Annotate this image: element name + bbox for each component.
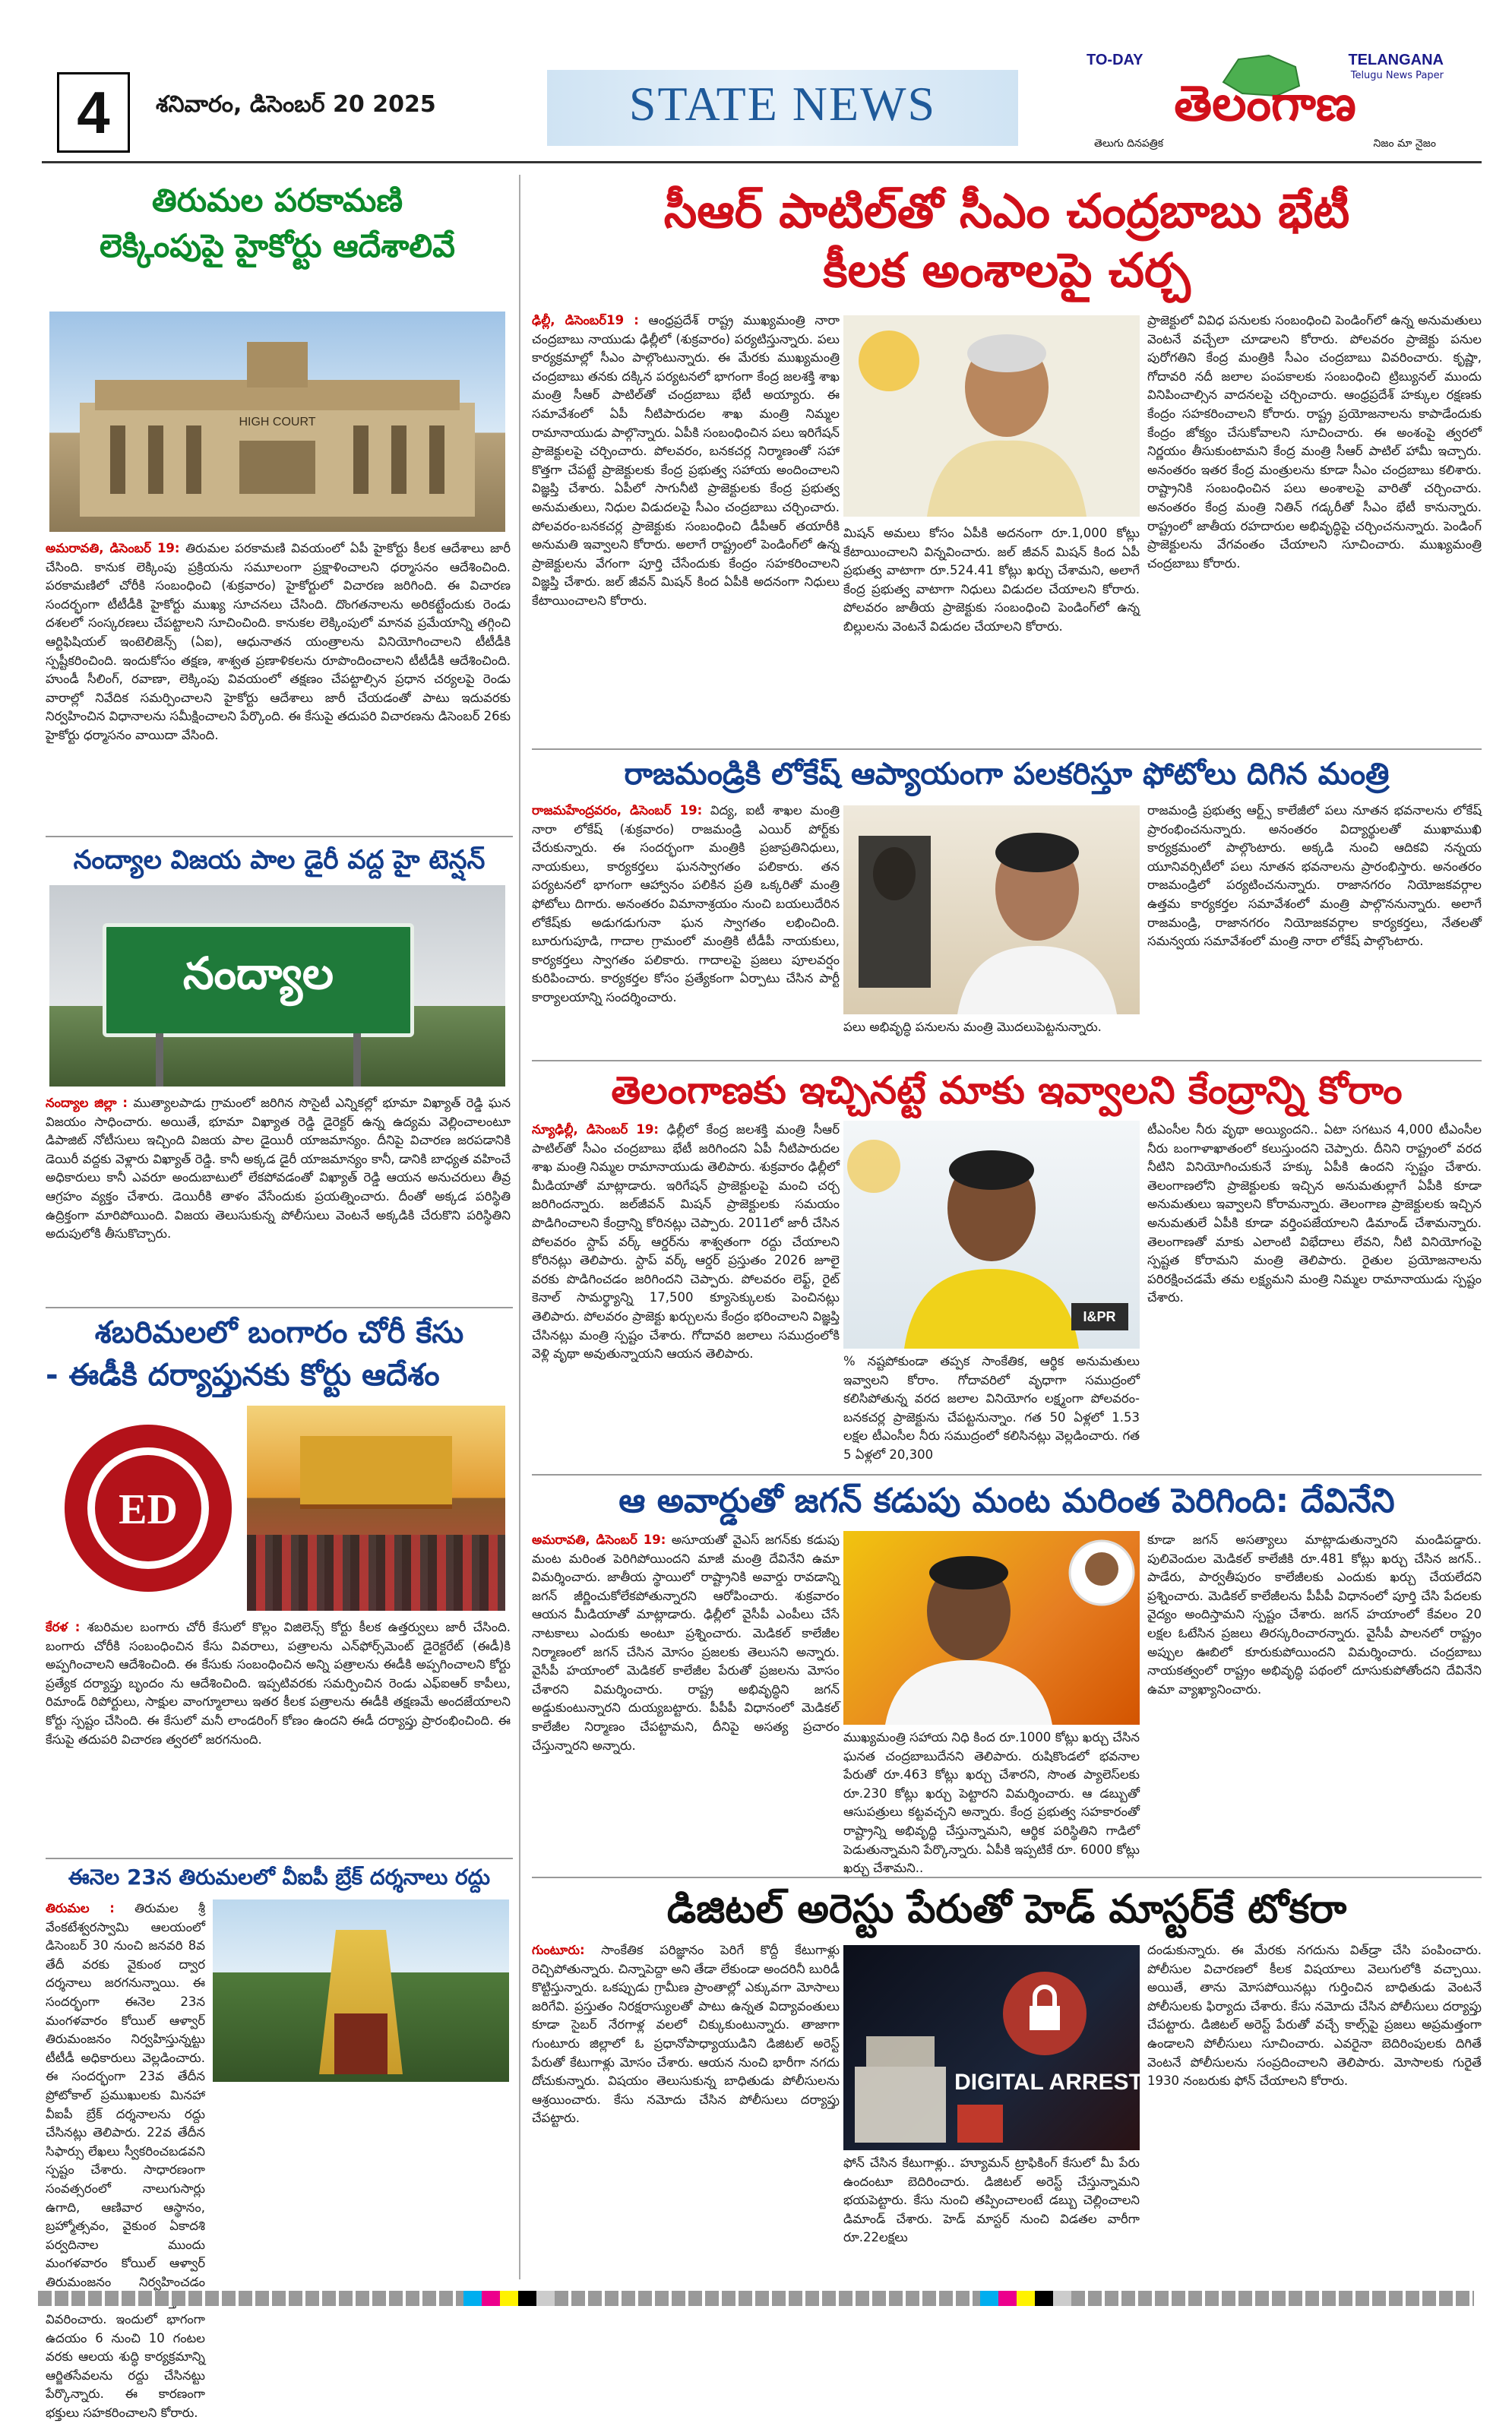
telangana-text-2: టీఎంసీల నీరు వృథా అయ్యిందని.. ఏటా సగటున 4,000 టీఎంసీల నీరు బంగాళాఖాతంలో కలుస్తుందని చెప్పారు. దీనిని రాష్ట్రంలో వరద నీటిని వినియోగించుకునే హక్కు ఏపీకి ఉందని స్పష్టం చేశారు. తెలంగాణలోని ప్రాజెక్టులకు ఇచ్చిన అనుమతుల్లాగే ఏపీకి కూడా అనుమతులు ఇవ్వాలని కోరామన్నారు. తెలంగాణ ప్రాజెక్టులకు ఇచ్చిన అనుమతులే ఏపీకి కూడా వర్తింపజేయాలని డిమాండ్ చేశామన్నారు. తెలంగాణతో మాకు ఎలాంటి విభేదాలు లేవని, నీటి వినియోగంపై స్పష్టత కోరామని మంత్రి తెలిపారు. రైతుల ప్రయోజనాలను పరిరక్షించడమే తమ లక్ష్యమని మంత్రి నిమ్మల రామానాయుడు స్పష్టం చేశారు. — [1147, 1122, 1482, 1305]
lokesh-body-col2 — [1147, 802, 1482, 1056]
jagan-body-col2 — [843, 1729, 1140, 1876]
section-title: STATE NEWS — [628, 77, 937, 131]
parakamani-headline-2: లెక్కింపుపై హైకోర్టు ఆదేశాలివే — [99, 227, 456, 264]
nandyala-dateline: నంద్యాల జిల్లా : — [46, 1096, 128, 1110]
devineni-photo — [843, 1531, 1140, 1725]
lokesh-text-2: రాజమండ్రి ప్రభుత్వ ఆర్ట్స్ కాలేజీలో పలు నూతన భవనాలను లోకేష్ ప్రారంభించనున్నారు. అనంతరం విద్యార్థులతో ముఖాముఖి కార్యక్రమంలో పాల్గొంటారు. అక్కడి నుంచి ఆదికవి నన్నయ యూనివర్సిటీలో పలు నూతన భవనాలను ప్రారంభిస్తారు. అనంతరం రాజమండ్రిలో పర్యటించనున్నారు. రాజానగరం నియోజకవర్గాల ఉత్తమ కార్యకర్తల సమావేశంలో మంత్రి పాల్గొననున్నారు. అలాగే రాజమండ్రి, రాజానగరం నియోజకవర్గాల కార్యకర్తలు, నేతలతో సమన్వయ సమావేశంలో మంత్రి నారా లోకేష్ పాల్గొంటారు. — [1147, 803, 1482, 949]
svg-text:ED: ED — [119, 1486, 178, 1533]
jagan-dateline: అమరావతి, డిసెంబర్ 19: — [532, 1533, 666, 1547]
jagan-body-col3 — [1147, 1531, 1482, 1873]
telangana-text-1: ఢిల్లీలో కేంద్ర జలశక్తి మంత్రి సీఆర్ పాటిల్‌తో సీఎం చంద్రబాబు భేటీ జరిగిందని ఏపీ నీటిపారుదల శాఖ మంత్రి నిమ్మల రామానాయుడు తెలిపారు. శుక్రవారం ఢిల్లీలో మీడియాతో మాట్లాడారు. ఇరిగేషన్ ప్రాజెక్టులపై మంచి చర్చ జరిగిందన్నారు. జల్‌జీవన్ మిషన్ ప్రాజెక్టులకు సమయం పొడిగించాలని కేంద్రాన్ని కోరినట్లు చెప్పారు. 2011లో జారీ చేసిన పోలవరం స్టాప్ వర్క్ ఆర్డర్‌ను శాశ్వతంగా రద్దు చేయాలని కోరినట్లు తెలిపారు. స్టాప్ వర్క్ ఆర్డర్ ప్రస్తుతం 2026 జూలై వరకు పొడిగించడం జరిగిందని చెప్పారు. పోలవరం లెఫ్ట్, రైట్ కెనాల్ సామర్థ్యాన్ని 17,500 క్యూసెక్కులకు పెంచినట్లు తెలిపారు. పోలవరం ప్రాజెక్టు ఖర్చులను కేంద్రం భరించాలని విజ్ఞప్తి చేసినట్లు మంత్రి స్పష్టం చేశారు. గోదావరి జలాలు సముద్రంలోకి వెళ్లి వృథా అవుతున్నాయని ఆయన తెలిపారు. — [532, 1122, 840, 1362]
rule-telangana — [532, 1060, 1482, 1061]
cm-meeting-text-1: ఆంధ్రప్రదేశ్ రాష్ట్ర ముఖ్యమంత్రి నారా చంద్రబాబు నాయుడు ఢిల్లీలో (శుక్రవారం) పర్యటిస్తున్నారు. పలు కార్యక్రమాల్లో సీఎం పాల్గొంటున్నారు. ఈ మేరకు ముఖ్యమంత్రి చంద్రబాబు తనకు దక్కిన పర్యటనలో భాగంగా కేంద్ర జలశక్తి శాఖ మంత్రి సీఆర్ పాటిల్‌తో చంద్రబాబు భేటీ అయ్యారు. ఈ సమావేశంలో ఏపీ నీటిపారుదల శాఖ మంత్రి నిమ్మల రామానాయుడు పాల్గొన్నారు. ఏపీకి సంబంధించిన పలు ఇరిగేషన్ ప్రాజెక్టులపై చర్చించారు. పోలవరం, బనకచర్ల నిర్మాణంతో సహా కొత్తగా చేపట్టే ప్రాజెక్టులకు కేంద్ర ప్రభుత్వ సహాయ అందించాలని విజ్ఞప్తి చేశారు. ఏపీలో సాగునీటి ప్రాజెక్టులకు కేంద్ర ప్రభుత్వ అనుమతులు, నిధుల విడుదలపై సీఎం చంద్రబాబు చర్చించారు. పోలవరం-బనకచర్ల ప్రాజెక్టుకు సంబంధించి డీపీఆర్ తయారీకి అనుమతి ఇవ్వాలని కోరారు. అలాగే రాష్ట్రంలో పెండింగ్‌లో ఉన్న ప్రాజెక్టులను వేగంగా పూర్తి చేసేందుకు కేంద్రం సహకరించాలని విజ్ఞప్తి చేశారు. జల్ జీవన్ మిషన్ కింద ఏపీకి అదనంగా నిధులు కేటాయించాలని కోరారు. — [532, 313, 840, 608]
rule-digital-arrest — [532, 1877, 1482, 1878]
jagan-body-col1 — [532, 1531, 840, 1873]
telangana-body-col1 — [532, 1121, 840, 1470]
telangana-body-col2 — [1147, 1121, 1482, 1470]
nimmala-photo — [843, 1121, 1140, 1349]
jagan-text-3: కూడా జగన్ అసత్యాలు మాట్లాడుతున్నారని మండిపడ్డారు. పులివెందుల మెడికల్ కాలేజీకి రూ.481 కోట్లు ఖర్చు చేసిన జగన్.. పాడేరు, పార్వతీపురం కాలేజీలకు ఎందుకు ఖర్చు చేయలేదని ప్రశ్నించారు. మెడికల్ కాలేజీలను పీపీపీ విధానంలో పూర్తి చేసి పేదలకు వైద్యం అందిస్తామని స్పష్టం చేశారు. జగన్ హయాంలో కేవలం 20 లక్షల ఓటేసిన ప్రజలు తిరస్కరించారన్నారు. వైసీపీ పాలనలో రాష్ట్రం అప్పుల ఊబిలో కూరుకుపోయిందని విమర్శించారు. చంద్రబాబు నాయకత్వంలో రాష్ట్రం అభివృద్ధి పథంలో దూసుకుపోతోందని దేవినేని ఉమా వ్యాఖ్యానించారు. — [1147, 1533, 1482, 1697]
ed-emblem-icon — [57, 1417, 239, 1599]
nandyala-text: ముత్యాలపాడు గ్రామంలో జరిగిన సొసైటీ ఎన్నికల్లో భూమా విఖ్యాత్ రెడ్డి ఘన విజయం సాధించారు. అయితే, భూమా విఖ్యాత రెడ్డి డైరెక్టర్ ఉన్న ఉద్యమ వెల్లించాలంటూ డిపాజిట్ నోటీసులు ఇచ్చింది విజయ పాల డైయిరీ యాజమాన్యం. దీనిపై విచారణ జరపడానికి డెయిరీ వద్దకు వెళ్లారు విఖ్యాత్ రెడ్డి. కానీ అక్కడ డైరీ యాజమాన్యం కానీ, డానికి బాధ్యత వహించే అధికారులు కానీ ఎవరూ అందుబాటులో లేకపోవడంతో విఖ్యాత్ రెడ్డి ఆయన అనుచరులు తీవ్ర ఆగ్రహం వ్యక్తం చేశారు. డెయిరీకి తాళం వేసేందుకు ప్రయత్నించారు. దీంతో అక్కడ పరిస్థితి ఉద్రిక్తంగా మారిపోయింది. విజయ తెలుసుకున్న పోలీసులు వెంటనే అక్కడికి చేరుకొని పరిస్థితిని అదుపులోకి తీసుకొచ్చారు. — [46, 1096, 511, 1242]
logo-name: తెలంగాణ — [1174, 76, 1356, 132]
parakamani-headline-1: తిరుమల పరకామణి — [151, 182, 403, 219]
digital-arrest-photo-label: DIGITAL ARREST — [954, 2070, 1143, 2095]
rule-jagan — [532, 1474, 1482, 1476]
cm-meeting-body-col2 — [843, 524, 1140, 745]
jagan-headline: ఆ అవార్డుతో జగన్ కడుపు మంట మరింత పెరిగింది: దేవినేని — [618, 1482, 1395, 1520]
parakamani-text: తిరుమల పరకామణి వివయంలో ఏపీ హైకోర్టు కీలక ఆదేశాలు జారీ చేసింది. కానుక లెక్కింపు ప్రక్రియను సమూలంగా ప్రక్షాళించాలని ధర్మాసనం ఆదేశించింది. పరకామణిలో చోరీకి సంబంధించి (శుక్రవారం) హైకోర్టులో విచారణ జరిగింది. ఈ విచారణ సందర్భంగా టీటీడీకి హైకోర్టు ముఖ్య సూచనలు చేసింది. దొంగతనాలను అరికట్టేందుకు రెండు దశలలో సంస్కరణలు చేపట్టాలని సూచించింది. కానుకల లెక్కింపులో మానవ ప్రమేయాన్ని తగ్గించి ఆర్టిఫిషియల్ ఇంటెలిజెన్స్ (ఏఐ), ఆధునాతన యంత్రాలను వినియోగించాలని టీటీడీకి స్పష్టీకరించింది. ఇందుకోసం తక్షణ, శాశ్వత ప్రణాళికలను రూపొందించాలని టీటీడీకి ఆదేశించింది. హుండీ సీలింగ్, రవాణా, లెక్కింపు వివయంలో తక్షణం చేపట్టాల్సిన ప్రధాన చర్యలపై రెండు వారాల్లో నివేదిక సమర్పించాలని హైకోర్టు ఆదేశాలు జారీ చేయడంతో పాటు ఇదువరకు నిర్వహించిన విధానాలను సమీక్షించాలని పేర్కొంది. ఈ కేసుపై తదుపరి విచారణను డిసెంబర్ 26కు హైకోర్టు ధర్మాసనం వాయిదా వేసింది. — [46, 541, 511, 742]
vip-darshan-body-col — [46, 1899, 206, 2421]
telangana-photo-caption: % నష్టపోకుండా తప్పక సాంకేతిక, ఆర్థిక అనుమతులు ఇవ్వాలని కోరాం. గోదావరిలో వృధాగా సముద్రంలో కలిసిపోతున్న వరద జలాల వినియోగం లక్ష్మంగా పోలవరం-బనకచర్ల ప్రాజెక్టును చేపట్టనున్నాం. గత 50 ఏళ్లలో 1.53 లక్షల టీఎంసీల నీరు సముద్రంలో కలిసినట్లు వెల్లడించారు. గత 5 ఏళ్లలో 20,300 — [843, 1354, 1140, 1462]
registration-color-bar — [0, 2291, 1512, 2306]
logo-tagline-right: నిజం మా నైజం — [1373, 138, 1436, 150]
parakamani-body — [46, 539, 511, 828]
nandyala-sign-photo — [49, 885, 505, 1087]
sabarimala-headline-1: శబరిమలలో బంగారం చోరీ కేసు — [46, 1307, 513, 1354]
nandyala-sign-text: నంద్యాల — [182, 947, 334, 999]
page-number: 4 — [57, 72, 130, 153]
chandrababu-photo — [843, 315, 1140, 517]
lokesh-photo-caption: పలు అభివృద్ధి పనులను మంత్రి మొదలుపెట్టనున్నారు. — [843, 1020, 1102, 1034]
tirumala-temple-photo — [213, 1899, 509, 2082]
chandrababu-photo-figure — [843, 315, 1140, 517]
cm-meeting-text-3: ప్రాజెక్టులో వివిధ పనులకు సంబంధించి పెండింగ్‌లో ఉన్న అనుమతులు వెంటనే వచ్చేలా చూడాలని కోరారు. పోలవరం ప్రాజెక్టు పనుల పురోగతిని కేంద్ర మంత్రికి సీఎం చంద్రబాబు వివరించారు. కృష్ణా, గోదావరి నదీ జలాల పంపకాలకు సంబంధించి ట్రిబ్యునల్ ముందు వినిపించాల్సిన వాదనలపై చర్చించారు. ఆంధ్రప్రదేశ్ హక్కుల రక్షణకు కేంద్రం సహకరించాలని కోరారు. రాష్ట్ర ప్రయోజనాలను కాపాడేందుకు కేంద్రం జోక్యం చేసుకోవాలని సూచించారు. ఈ అంశంపై త్వరలో నిర్ణయం తీసుకుంటామని కేంద్ర మంత్రి సీఆర్ పాటిల్ హామీ ఇచ్చారు. అనంతరం ఇతర కేంద్ర మంత్రులను కూడా సీఎం చంద్రబాబు కలిశారు. రాష్ట్రానికి సంబంధించిన పలు అంశాలపై వారితో చర్చించారు. అనంతరం కేంద్ర మంత్రి నితిన్ గడ్కరీతో సీఎం భేటీ కానున్నారు. రాష్ట్రంలో జాతీయ రహదారుల అభివృద్ధిపై చర్చించనున్నారు. పెండింగ్ ప్రాజెక్టులను వేగవంతం చేయాలని సూచించారు. ముఖ్యమంత్రి చంద్రబాబు కోరారు. — [1147, 313, 1482, 571]
jagan-text-1: అసూయతో వైఎస్ జగన్‌కు కడుపు మంట మరింత పెరిగిపోయిందని మాజీ మంత్రి దేవినేని ఉమా విమర్శించారు. జాతీయ స్థాయిలో రాష్ట్రానికి అవార్డు రావడాన్ని జగన్ జీర్ణించుకోలేకపోతున్నారని ఆరోపించారు. శుక్రవారం ఆయన మీడియాతో మాట్లాడారు. ఢిల్లీలో వైసీపీ ఎంపీలు చేసే నాటకాలు ఎందుకు అంటూ ప్రశ్నించారు. మెడికల్ కాలేజీల నిర్మాణంలో జగన్ చేసిన మోసం ప్రజలకు తెలుసని అన్నారు. వైసీపీ హయాంలో మెడికల్ కాలేజీల పేరుతో ప్రజలను మోసం చేశారని విమర్శించారు. రాష్ట్ర అభివృద్ధిని జగన్ అడ్డుకుంటున్నారని దుయ్యబట్టారు. పీపీపీ విధానంలో మెడికల్ కాలేజీల నిర్మాణం చేపట్టామని, దీనిపై అసత్య ప్రచారం చేస్తున్నారని అన్నారు. — [532, 1533, 840, 1753]
cm-meeting-body-col3 — [1147, 312, 1482, 745]
logo-subtitle: Telugu News Paper — [1350, 70, 1444, 81]
high-court-photo — [49, 312, 505, 532]
issue-date: శనివారం, డిసెంబర్ 20 2025 — [156, 91, 436, 118]
digital-arrest-text-2: దండుకున్నారు. ఈ మేరకు నగదును విత్‌డ్రా చేసి పంపించారు. పోలీసుల విచారణలో కీలక విషయాలు వెలుగులోకి వచ్చాయి. అయితే, తాను మోసపోయినట్లు గుర్తించిన బాధితుడు వెంటనే పోలీసులకు ఫిర్యాదు చేశారు. కేసు నమోదు చేసిన పోలీసులు దర్యాప్తు చేపట్టారు. డిజిటల్ అరెస్ట్ పేరుతో వచ్చే కాల్స్‌పై ప్రజలు అప్రమత్తంగా ఉండాలని పోలీసులు సూచించారు. ఎవరైనా బెదిరింపులకు దిగితే వెంటనే పోలీసులను సంప్రదించాలని తెలిపారు. మోసాలకు గురైతే 1930 నంబరుకు ఫోన్ చేయాలని కోరారు. — [1147, 1943, 1482, 2089]
lokesh-text-1: విద్య, ఐటీ శాఖల మంత్రి నారా లోకేష్ (శుక్రవారం) రాజమండ్రి ఎయిర్ పోర్ట్‌కు చేరుకున్నారు. ఈ సందర్భంగా మంత్రికి ప్రజాప్రతినిధులు, నాయకులు, కార్యకర్తలు ఘనస్వాగతం పలికారు. తన పర్యటనలో భాగంగా ఆహ్వానం పలికిన ప్రతి ఒక్కరితో మంత్రి ఫోటోలు దిగారు. అనంతరం విమానాశ్రయం నుంచి బయలుదేరిన లోకేష్‌కు అడుగడుగునా ఘన స్వాగతం లభించింది. బూరుగుపూడి, గాదాల గ్రామంలో మంత్రికి టీడీపీ నాయకులు, కార్యకర్తలు స్వాగతం పలికారు. గాదాలపై ప్రజలు పూలవర్షం కురిపించారు. కార్యకర్తల కోసం ప్రత్యేకంగా ఏర్పాటు చేసిన పార్టీ కార్యాలయాన్ని సందర్శించారు. — [532, 803, 840, 1004]
digital-arrest-photo — [843, 1945, 1143, 2150]
logo-telangana: TELANGANA — [1348, 52, 1444, 68]
digital-arrest-photo-caption: ఫోన్ చేసిన కేటుగాళ్లు.. హ్యూమన్ ట్రాఫికింగ్ కేసులో మీ పేరు ఉందంటూ బెదిరించారు. డిజిటల్ అరెస్ట్ చేస్తున్నామని భయపెట్టారు. కేసు నుంచి తప్పించాలంటే డబ్బు చెల్లించాలని డిమాండ్ చేశారు. హెడ్ మాస్టర్ నుంచి విడతల వారీగా రూ.22లక్షలు — [843, 2156, 1140, 2245]
logo-tagline-left: తెలుగు దినపత్రిక — [1094, 138, 1164, 150]
newspaper-logo — [1087, 52, 1444, 152]
digital-arrest-body-col1 — [532, 1941, 840, 2279]
digital-arrest-text-1: సాంకేతిక పరిజ్ఞానం పెరిగే కొద్దీ కేటుగాళ్లు రెచ్చిపోతున్నారు. చిన్నాపెద్దా అని తేడా లేకుండా అందరినీ బురిడీ కొట్టిస్తున్నారు. ఒకప్పుడు గ్రామీణ ప్రాంతాల్లో ఎక్కువగా మోసాలు జరిగేవి. ప్రస్తుతం నిరక్షరాస్యులతో పాటు ఉన్నత విద్యావంతులు కూడా సైబర్ నేరగాళ్ల వలలో చిక్కుకుంటున్నారు. తాజాగా గుంటూరు జిల్లాలో ఓ ప్రధానోపాధ్యాయుడిని డిజిటల్ అరెస్ట్ పేరుతో కేటుగాళ్లు మోసం చేశారు. ఆయన నుంచి భారీగా నగదు దోచుకున్నారు. విషయం తెలుసుకున్న బాధితుడు పోలీసులను ఆశ్రయించారు. కేసు నమోదు చేసిన పోలీసులు దర్యాప్తు చేపట్టారు. — [532, 1943, 840, 2126]
telangana-dateline: న్యూఢిల్లీ, డిసెంబర్ 19: — [532, 1122, 659, 1137]
cm-meeting-text-2: మిషన్ అమలు కోసం ఏపీకి అదనంగా రూ.1,000 కోట్లు కేటాయించాలని విన్నవించారు. జల్ జీవన్ మిషన్ కింద ఏపీ ప్రభుత్వ వాటాగా రూ.524.41 కోట్లు ఖర్చు చేశామని, అలాగే కేంద్ర ప్రభుత్వ వాటాగా నిధులు విడుదల చేయాలని కోరారు. పోలవరం జాతీయ ప్రాజెక్టుకు సంబంధించి పెండింగ్‌లో ఉన్న బిల్లులను వెంటనే విడుదల చేయాలని కోరారు. — [843, 526, 1140, 634]
logo-today: TO-DAY — [1087, 52, 1143, 68]
ed-sabarimala-photo — [49, 1406, 505, 1611]
sabarimala-headline-2: - ఈడీకి దర్యాప్తునకు కోర్టు ఆదేశం — [46, 1358, 440, 1393]
lokesh-body-col1 — [532, 802, 840, 1056]
nandyala-headline: నంద్యాల విజయ పాల డైరీ వద్ద హై టెన్షన్ — [46, 836, 513, 878]
nandyala-body — [46, 1094, 511, 1303]
high-court-photo-label: HIGH COURT — [239, 416, 316, 429]
parakamani-dateline: అమరావతి, డిసెంబర్ 19: — [46, 541, 180, 555]
vip-darshan-dateline: తిరుమల : — [46, 1901, 115, 1915]
sabarimala-body — [46, 1618, 511, 1850]
ipr-badge: I&PR — [1083, 1309, 1116, 1324]
vip-darshan-text: తిరుమల శ్రీ వేంకటేశ్వరస్వామి ఆలయంలో డిసెంబర్ 30 నుంచి జనవరి 8వ తేదీ వరకు వైకుంఠ ద్వార దర్శనాలు జరగనున్నాయి. ఈ సందర్భంగా ఈనెల 23న మంగళవారం కోయిల్ ఆళ్వార్ తిరుమంజనం నిర్వహిస్తున్నట్టు టీటీడీ అధికారులు వెల్లడించారు. ఈ సందర్భంగా 23వ తేదీన ప్రోటోకాల్ ప్రముఖులకు మినహా వీఐపీ బ్రేక్ దర్శనాలను రద్దు చేసినట్లు తెలిపారు. 22వ తేదీన సిఫార్సు లేఖలు స్వీకరించబడవని స్పష్టం చేశారు. సాధారణంగా సంవత్సరంలో నాలుగుసార్లు ఉగాది, ఆణివార ఆస్థానం, బ్రహ్మోత్సవం, వైకుంఠ ఏకాదశి పర్వదినాల ముందు మంగళవారం కోయిల్ ఆళ్వార్ తిరుమంజనం నిర్వహించడం వివరించారు. ఇందులో భాగంగా ఉదయం 6 నుంచి 10 గంటల వరకు ఆలయ శుద్ధి కార్యక్రమాన్ని ఆర్జితసేవలను రద్దు చేసినట్టు పేర్కొన్నారు. ఈ కారణంగా భక్తులు సహకరించాలని కోరారు. — [46, 1901, 206, 2421]
telangana-headline: తెలంగాణకు ఇచ్చినట్టే మాకు ఇవ్వాలని కేంద్రాన్ని కోరాం — [611, 1068, 1403, 1112]
digital-arrest-body-col2 — [1147, 1941, 1482, 2279]
digital-arrest-dateline: గుంటూరు: — [532, 1943, 585, 1957]
lokesh-headline: రాజమండ్రికి లోకేష్ ఆప్యాయంగా పలకరిస్తూ ఫోటోలు దిగిన మంత్రి — [624, 757, 1390, 792]
jagan-text-2: ముఖ్యమంత్రి సహాయ నిధి కింద రూ.1000 కోట్లు ఖర్చు చేసిన ఘనత చంద్రబాబుదేనని తెలిపారు. రుషికొండలో భవనాల పేరుతో రూ.463 కోట్లు ఖర్చు చేశారని, సొంత ప్యాలెస్‌లకు రూ.230 కోట్లు ఖర్చు పెట్టారని విమర్శించారు. ఆ డబ్బుతో ఆసుపత్రులు కట్టవచ్చని అన్నారు. కేంద్ర ప్రభుత్వ సహకారంతో రాష్ట్రాన్ని అభివృద్ధి చేస్తున్నామని, ఆర్థిక పరిస్థితిని గాడిలో పెడుతున్నామని పేర్కొన్నారు. ఏపీకి ఇప్పటికే రూ. 6000 కోట్లు ఖర్చు చేశామని.. — [843, 1730, 1140, 1876]
cm-meeting-headline-1: సీఆర్ పాటిల్‌తో సీఎం చంద్రబాబు భేటీ — [663, 183, 1350, 239]
digital-arrest-headline: డిజిటల్ అరెస్టు పేరుతో హెడ్ మాస్టర్‌కే టోకరా — [666, 1887, 1347, 1932]
sabarimala-dateline: కేరళ : — [46, 1620, 81, 1634]
cm-meeting-dateline: ఢిల్లీ, డిసెంబర్19 : — [532, 313, 639, 327]
lokesh-dateline: రాజమహేంద్రవరం, డిసెంబర్ 19: — [532, 803, 703, 818]
sabarimala-text: శబరిమల బంగారు చోరీ కేసులో కొల్లం విజిలెన్స్ కోర్టు కీలక ఉత్తర్వులు జారీ చేసింది. బంగారు చోరీకి సంబంధించిన కేసు వివరాలు, పత్రాలను ఎన్‌ఫోర్స్‌మెంట్ డైరెక్టరేట్ (ఈడీ)కి అప్పగించాలని ఆదేశించింది. ఈ కేసుకు సంబంధించిన అన్ని పత్రాలను ఈడీకి అప్పగించాలని కోర్టు ప్రత్యేక దర్యాప్తు బృందం ను ఆదేశించింది. ఇప్పటివరకు సమర్పించిన రెండు ఎఫ్‌ఐఆర్ కాపీలు, రిమాండ్ రిపోర్టులు, సాక్షుల వాంగ్మూలాలు ఇతర కీలక పత్రాలను ఈడీకి తక్షణమే అందజేయాలని కోర్టు స్పష్టం చేసింది. ఈ కేసులో మనీ లాండరింగ్ కోణం ఉందని ఈడీ దర్యాప్తు ప్రారంభించింది. ఈ కేసుపై తదుపరి విచారణ త్వరలో జరగనుంది. — [46, 1620, 511, 1747]
vip-darshan-headline: ఈనెల 23న తిరుమలలో వీఐపీ బ్రేక్ దర్శనాలు రద్దు — [46, 1858, 513, 1893]
lokesh-photo — [843, 805, 1140, 1014]
header-rule — [42, 161, 1482, 163]
rule-lokesh — [532, 748, 1482, 750]
cm-meeting-headline-2: కీలక అంశాలపై చర్చ — [823, 242, 1191, 298]
cm-meeting-body-col1 — [532, 312, 840, 741]
column-divider — [519, 175, 520, 2279]
